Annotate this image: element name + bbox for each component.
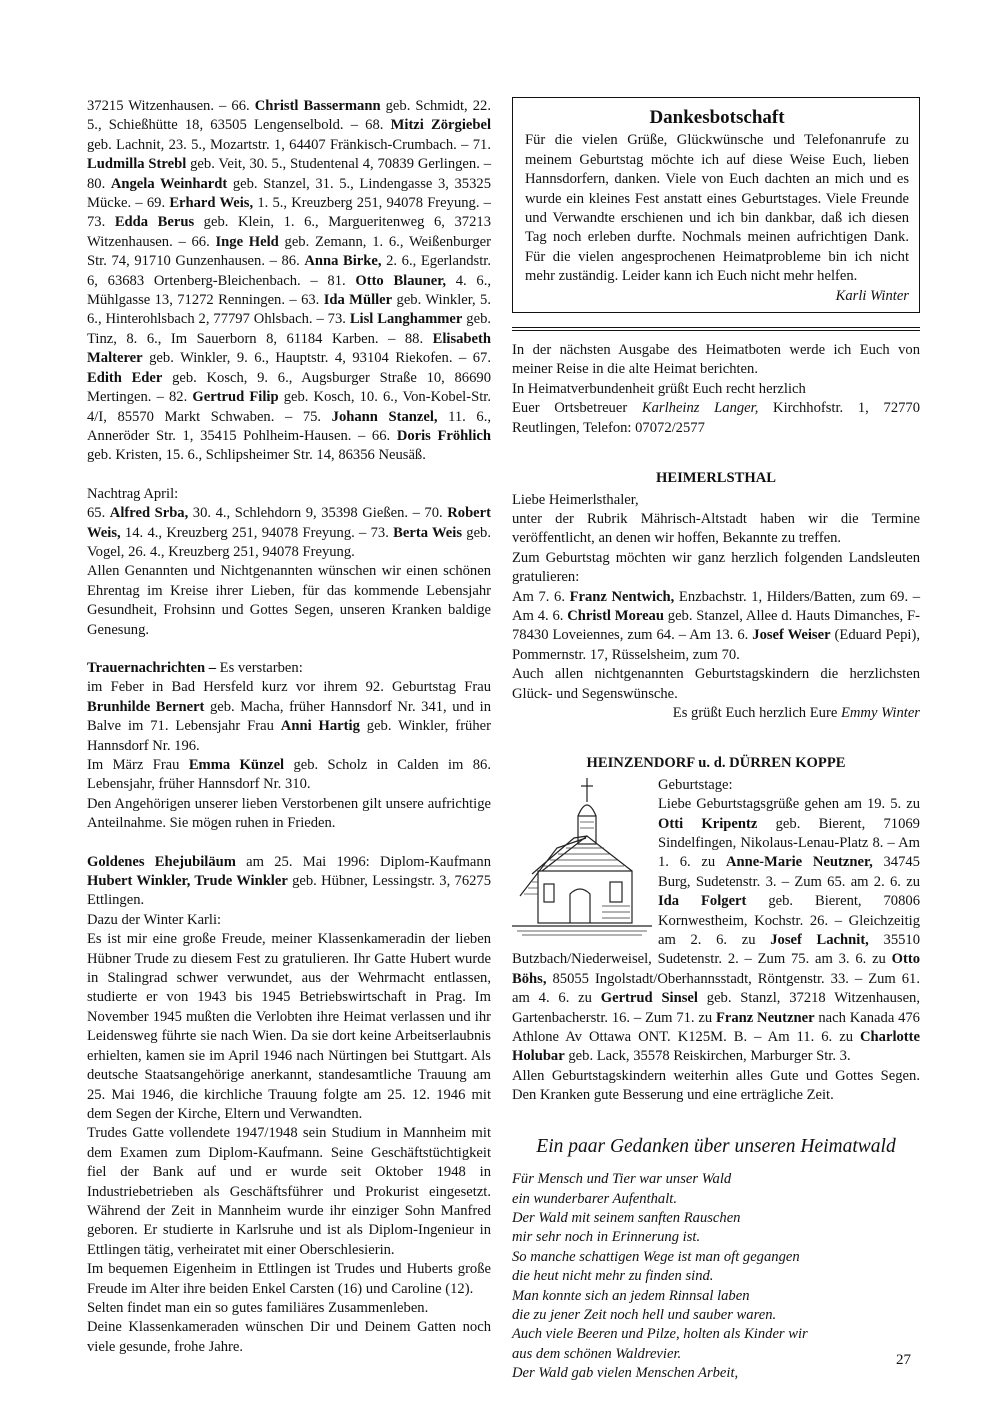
bold-name: Christl Bassermann [254, 98, 381, 114]
bold-name: Brunhilde Bernert [87, 698, 205, 715]
poem-line: So manche schattigen Wege ist man oft gegangen [512, 1248, 800, 1265]
dankesbotschaft-box [512, 97, 920, 313]
wishes-paragraph: Allen Genannten und Nichtgenannten wünschen wir einen schönen Ehrentag im Kreise ihrer Lieben, für das kommende Lebensjahr Gesundheit, Frohsinn und Gottes Segen, unseren Kranken baldige Genesung. [87, 563, 491, 638]
nachtrag-list: 65. Alfred Srba, 30. 4., Schlehdorn 9, 35398 Gießen. – 70. Robert Weis, 14. 4., Kreuzberg 251, 94078 Freyung. – 73. Berta Weis geb. Vogel, 26. 4., Kreuzberg 251, 94078 Freyung. [87, 505, 492, 560]
bold-name: Erhard Weis, [169, 195, 254, 212]
bold-name: Otto Böhs, [512, 951, 920, 987]
birthday-list: 37215 Witzenhausen. – 66. Christl Bassermann geb. Schmidt, 22. 5., Schießhütte 18, 63505 Lengenselbold. – 68. Mitzi Zörgiebel geb. Lachnit, 23. 5., Mozartstr. 1, 64407 Fränkisch-Crumbach. – 71. Ludmilla Strebl geb. Veit, 30. 5., Studentenal 4, 70839 Gerlingen. – 80. Angela Weinhardt geb. Stanzel, 31. 5., Lindengasse 3, 35325 Mücke. – 69. Erhard Weis, 1. 5., Kreuzberg 251, 94078 Freyung. – 73. Edda Berus geb. Klein, 1. 6., Margueritenweg 6, 37213 Witzenhausen. – 66. Inge Held geb. Zemann, 1. 6., Weißenburger Str. 74, 91710 Gunzenhausen. – 86. Anna Birke, 2. 6., Egerlandstr. 6, 63683 Ortenberg-Bleichenbach. – 81. Otto Blauner, 4. 6., Mühlgasse 13, 71272 Renningen. – 63. Ida Müller geb. Winkler, 5. 6., Hinterohlsbach 2, 77797 Ohlsbach. – 73. Lisl Langhammer geb. Tinz, 8. 6., Im Sauerborn 8, 61184 Karben. – 88. Elisabeth Malterer geb. Winkler, 9. 6., Hauptstr. 4, 93104 Riekofen. – 67. Edith Eder geb. Kosch, 9. 6., Augsburger Straße 10, 86690 Mertingen. – 82. Gertrud Filip geb. Kosch, 10. 6., Von-Kobel-Str. 4/I, 85570 Markt Schwaben. – 75. Johann Stanzel, 11. 6., Anneröder Str. 1, 35415 Pohlheim-Hausen. – 66. Doris Fröhlich geb. Kristen, 15. 6., Schlipsheimer Str. 14, 86356 Neusäß. [87, 98, 492, 464]
dankesbotschaft-text: Für die vielen Grüße, Glückwünsche und Telefonanrufe zu meinem Geburtstag möchte ich auf diese Weise Euch, lieben Hannsdorfern, danken. Viele von Euch dachten an mich und es wurde ein kleines Fest anstatt eines Geburtstages. Viele Freunde und Verwandte erschienen und ich bin dankbar, daß ich diesen Tag noch erleben durfte. Nochmals meinen aufrichtigen Dank. Für die vielen angesprochenen Heimatprobleme bin ich nicht mehr zuständig. Leider kann ich Euch nicht mehr helfen. Karli Winter [525, 131, 909, 286]
nachtrag-heading: Nachtrag April: [87, 485, 179, 502]
bold-name: Christl Moreau [567, 607, 664, 624]
trauer-paragraph-3: Den Angehörigen unserer lieben Verstorbenen gilt unsere aufrichtige Anteilnahme. Sie mögen ruhen in Frieden. [87, 795, 491, 832]
poem-line: Man konnte sich an jedem Rinnsal laben [512, 1287, 750, 1304]
bold-name: Emma Künzel [188, 757, 285, 773]
jubilaeum-line-5: Selten findet man ein so gutes familiäres Zusammenleben. [87, 1299, 429, 1316]
bold-name: Lisl Langhammer [349, 311, 463, 328]
bold-name: Josef Lachnit, [770, 932, 869, 949]
bold-name: Angela Weinhardt [110, 175, 228, 192]
bold-name: Anne-Marie Neutzner, [725, 854, 873, 871]
bold-name: Edith Eder [87, 369, 163, 386]
trauer-paragraph-2: Im März Frau Emma Künzel geb. Scholz in Calden im 86. Lebensjahr, früher Hannsdorf Nr. 310. [87, 757, 491, 793]
heinzendorf-subtitle: Geburtstage: [658, 776, 733, 793]
heimerlsthal-title: HEIMERLSTHAL [655, 470, 777, 487]
bold-name: Inge Held [215, 233, 279, 250]
bold-name: Franz Nentwich, [569, 588, 675, 605]
jubilaeum-line-1: Dazu der Winter Karli: [87, 911, 222, 928]
bold-name: Hubert Winkler, Trude Winkler [87, 873, 288, 890]
poem [512, 1170, 920, 1383]
heinzendorf-wish: Allen Geburtstagskindern weiterhin alles Gute und Gottes Segen. Den Kranken gute Besserung und eine erträgliche Zeit. [512, 1067, 920, 1104]
bold-name: Johann Stanzel, [331, 408, 438, 425]
poem-line: die heut nicht mehr zu finden sind. [512, 1268, 714, 1285]
jubilaeum-line-6: Deine Klassenkameraden wünschen Dir und Deinem Gatten noch viele gesunde, frohe Jahre. [87, 1319, 491, 1355]
bold-name: Charlotte Holubar [512, 1029, 920, 1065]
bold-name: Anna Birke, [304, 253, 382, 270]
right-column [512, 97, 920, 1384]
bold-name: Otto Blauner, [355, 272, 447, 289]
bold-name: Ida Folgert [658, 893, 747, 910]
bold-name: Ludmilla Strebl [87, 156, 187, 173]
bold-name: Gertrud Sinsel [600, 990, 698, 1007]
ortsbetreuer-name: Karlheinz Langer, [641, 400, 759, 417]
dankesbotschaft-signature: Karli Winter [835, 287, 909, 304]
greeting-text: In Heimatverbundenheit grüßt Euch recht herzlich [512, 380, 806, 397]
left-column [87, 97, 491, 1357]
poem-line: ein wunderbarer Aufenthalt. [512, 1190, 677, 1207]
poem-line: Auch viele Beeren und Pilze, holten als Kinder wir [512, 1326, 808, 1343]
heinzendorf-title: HEINZENDORF u. d. DÜRREN KOPPE [586, 755, 846, 772]
ortsbetreuer-text: Euer Ortsbetreuer Karlheinz Langer, Kirchhofstr. 1, 72770 Reutlingen, Telefon: 07072/2577 [512, 400, 921, 436]
bold-name: Otti Kripentz [658, 815, 758, 832]
poem-line: Der Wald mit seinem sanften Rauschen [512, 1209, 741, 1226]
heimerlsthal-signer: Emmy Winter [840, 704, 920, 721]
chapel-illustration [512, 776, 652, 938]
poem-line: Der Wald gab vielen Menschen Arbeit, [512, 1365, 739, 1382]
bold-name: Gertrud Filip [192, 389, 279, 406]
bold-name: Elisabeth Malterer [87, 330, 491, 367]
jubilaeum-line-4: Im bequemen Eigenheim in Ettlingen ist Trudes und Huberts große Freude im Alter ihre beiden Enkel Carsten (16) und Caroline (12). [87, 1261, 491, 1297]
jubilaeum-line-2: Es ist mir eine große Freude, meiner Klassenkameradin der lieben Hübner Trude zu diesem Fest zu gratulieren. Ihr Gatte Hubert wurde in Stalingrad schwer verwundet, aus der Wehrmacht entlassen, studierte er von 1943 bis 1945 Betriebswirtschaft in Prag. Im November 1945 mußten die Verlobten ihre Heimat verlassen und ihr Leidensweg führte sie nach Wien. Da sie dort keine Arbeitserlaubnis erhielten, kamen sie im April 1946 nach Nürtingen bei Stuttgart. Als deutsche Staatsangehörige anerkannt, standesamtliche Trauung am 25. Mai 1946, die kirchliche Trauung folgte am 25. 12. 1946 mit dem Segen der Kirche, Eltern und Verwandten. [87, 931, 491, 1122]
trauer-intro: Es verstarben: [216, 659, 303, 676]
heimerlsthal-wish: Auch allen nichtgenannten Geburtstagskindern die herzlichsten Glück- und Segenswünsche. [512, 666, 920, 702]
dankesbotschaft-title: Dankesbotschaft [649, 107, 785, 128]
heimerlsthal-line-1: Liebe Heimerlsthaler, [512, 491, 639, 508]
bold-name: Goldenes Ehejubiläum [87, 853, 236, 870]
poem-line: die zu jener Zeit noch hell und sauber waren. [512, 1306, 777, 1323]
trauer-section [87, 659, 491, 678]
bold-name: Berta Weis [393, 524, 462, 541]
heimerlsthal-birthdays: Am 7. 6. Franz Nentwich, Enzbachstr. 1, Hilders/Batten, zum 69. – Am 4. 6. Christl Moreau geb. Stanzel, Allee d. Hauts Dimanches, F-78430 Loveiennes, zum 64. – Am 13. 6. Josef Weiser (Eduard Pepi), Pommernstr. 17, Rüsselsheim, zum 70. [512, 588, 920, 663]
trauer-paragraph-1: im Feber in Bad Hersfeld kurz vor ihrem 92. Geburtstag Frau Brunhilde Bernert geb. Macha, früher Hannsdorf Nr. 341, und in Balve im 71. Lebensjahr Frau Anni Hartig geb. Winkler, früher Hannsdorf Nr. 196. [87, 679, 491, 754]
poem-line: aus dem schönen Waldrevier. [512, 1345, 682, 1362]
poem-line: mir sehr noch in Erinnerung ist. [512, 1229, 701, 1246]
bold-name: Mitzi Zörgiebel [390, 117, 491, 134]
bold-name: Ida Müller [323, 292, 393, 309]
poem-line: Für Mensch und Tier war unser Wald [512, 1171, 732, 1188]
trauer-heading: Trauernachrichten – [87, 659, 217, 676]
heimerlsthal-signature: Es grüßt Euch herzlich Eure Emmy Winter [672, 704, 920, 721]
poem-title: Ein paar Gedanken über unseren Heimatwald [536, 1135, 896, 1157]
bold-name: Edda Berus [114, 214, 195, 231]
bold-name: Josef Weiser [752, 627, 831, 644]
jubilaeum-heading: Goldenes Ehejubiläum am 25. Mai 1996: Diplom-Kaufmann Hubert Winkler, Trude Winkler geb. Hübner, Lessingstr. 3, 76275 Ettlingen. [87, 853, 492, 909]
page-number: 27 [896, 1352, 911, 1368]
heimerlsthal-line-3: Zum Geburtstag möchten wir ganz herzlich folgenden Landsleuten gratulieren: [512, 549, 920, 586]
bold-name: Alfred Srba, [109, 505, 189, 522]
divider-bottom [512, 330, 920, 331]
next-issue-text: In der nächsten Ausgabe des Heimatboten werde ich Euch von meiner Reise in die alte Heimat berichten. [512, 342, 920, 378]
bold-name: Doris Fröhlich [396, 427, 491, 444]
heimerlsthal-line-2: unter der Rubrik Mährisch-Altstadt haben wir die Termine veröffentlicht, an denen wir hoffen, Bekannte zu treffen. [512, 510, 920, 547]
bold-name: Robert Weis, [87, 505, 492, 541]
heinzendorf-birthdays: Liebe Geburtstagsgrüße gehen am 19. 5. zu Otti Kripentz geb. Bierent, 71069 Sindelfingen, Nikolaus-Lenau-Platz 8. – Am 1. 6. zu Anne-Marie Neutzner, 34745 Burg, Sudetenstr. 3. – Zum 65. am 2. 6. zu Ida Folgert geb. Bierent, 70806 Kornwestheim, Kochstr. 26. – Gleichzeitig am 2. 6. zu Josef Lachnit, 35510 Butzbach/Niederweisel, Sudetenstr. 2. – Zum 75. am 3. 6. zu Otto Böhs, 85055 Ingolstadt/Oberhannsstadt, Röntgenstr. 33. – Zum 61. am 4. 6. zu Gertrud Sinsel geb. Stanzl, 37218 Witzenhausen, Gartenbacherstr. 16. – Zum 71. zu Franz Neutzner nach Kanada 476 Athlone Av Ottawa ONT. K125M. B. – Am 11. 6. zu Charlotte Holubar geb. Lack, 35578 Reiskirchen, Marburger Str. 3. [512, 796, 921, 1065]
divider-top [512, 327, 920, 328]
jubilaeum-line-3: Trudes Gatte vollendete 1947/1948 sein Studium in Mannheim mit dem Examen zum Diplom-Kaufmann. Seine Geschäftstüchtigkeit fiel der Bank auf und er wurde seit Oktober 1948 in Industriebetrieben als Geschäftsführer und Prokurist eingesetzt. Während der Zeit in Mannheim wurde ihr einziger Sohn Manfred geboren. Er studierte in Karlsruhe und ist als Diplom-Ingenieur in Ettlingen tätig, verheiratet mit einer Oberschlesierin. [87, 1125, 491, 1258]
bold-name: Anni Hartig [280, 718, 360, 735]
bold-name: Franz Neutzner [715, 1009, 815, 1026]
